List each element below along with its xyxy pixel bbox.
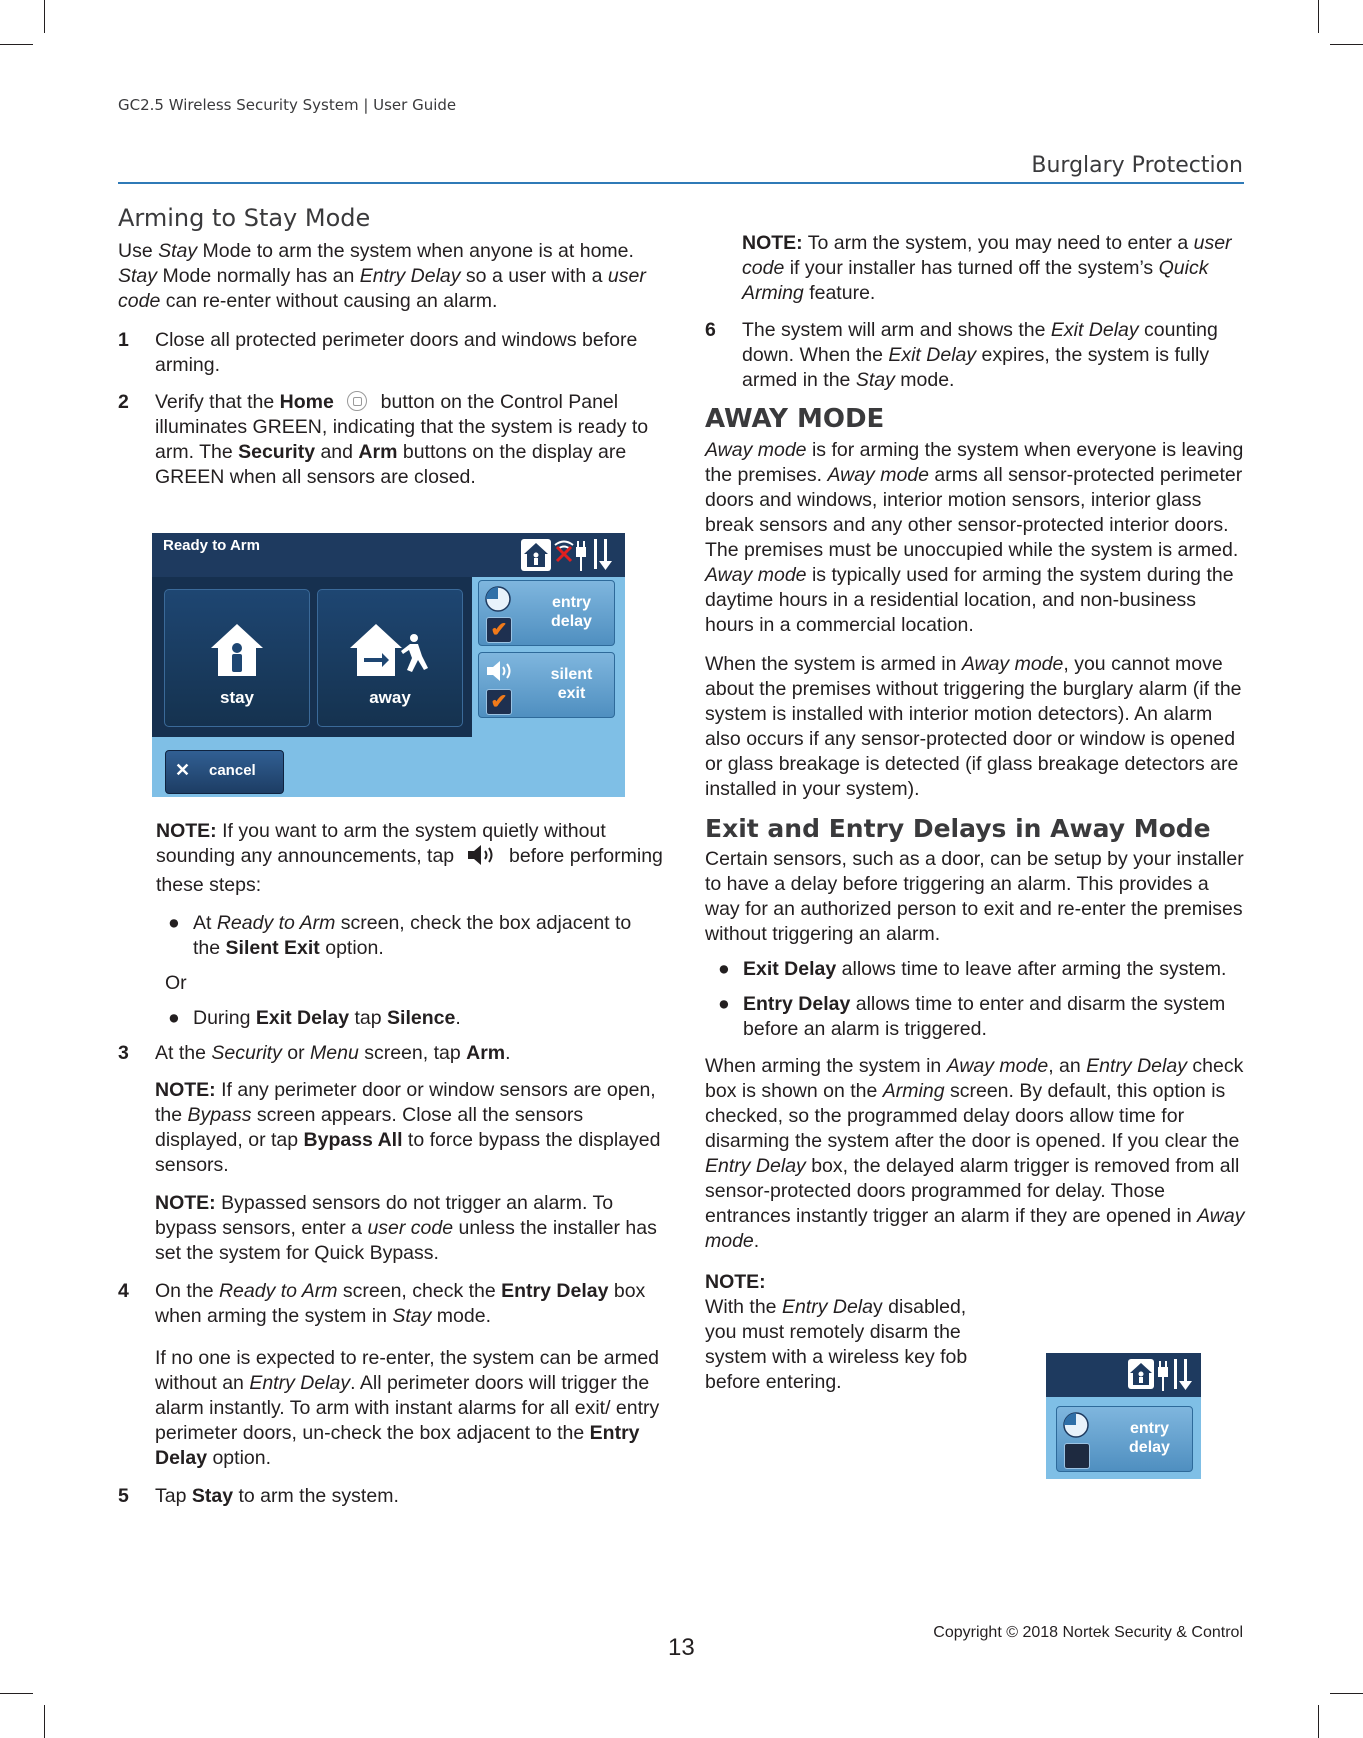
away-paragraph-1: Away mode is for arming the system when everyone is leaving the premises. Away mode arms all sensor-protected perimeter doors and windows, interior motion sensors, interior glass break sensors and any other sensor-protected interior doors. The premises must be unoccupied while the system is armed. Away mode is typically used for arming the system during the daytime hours in a residential location, and non-business hours in a commercial location.	[705, 439, 1244, 636]
crop-mark	[1318, 1705, 1319, 1738]
exit-entry-heading: Exit and Entry Delays in Away Mode	[705, 814, 1211, 843]
speaker-icon	[466, 844, 498, 873]
entry-delay-option[interactable]	[1056, 1406, 1193, 1472]
copyright: Copyright © 2018 Nortek Security & Control	[933, 1624, 1243, 1641]
speaker-icon	[485, 659, 515, 683]
stay-button[interactable]	[164, 589, 310, 727]
note-silent: NOTE: If you want to arm the system quietly without sounding any announcements, tap before performing these steps:	[156, 820, 663, 896]
bullet-entry-delay-away: ● Entry Delay allows time to enter and disarm the system before an alarm is triggered.	[718, 993, 1226, 1040]
crop-mark	[1330, 1693, 1363, 1694]
clock-icon	[485, 586, 511, 612]
crop-mark	[44, 0, 45, 33]
note-quick-arming: NOTE: To arm the system, you may need to enter a user code if your installer has turned off the system’s Quick Arming feature.	[742, 232, 1232, 304]
left-column-lower	[118, 819, 663, 1521]
exit-entry-paragraph: Certain sensors, such as a door, can be setup by your installer to have a delay before triggering an alarm. This provides a way for an authorized person to exit and re-enter the premises without triggering an alarm.	[705, 848, 1244, 945]
crop-mark	[1318, 0, 1319, 33]
status-icons	[1126, 1353, 1196, 1397]
note-entry-disabled: NOTE: With the Entry Delay disabled, you must remotely disarm the system with a wireless key fob before entering.	[705, 1271, 968, 1393]
screen-title: Ready to Arm	[163, 537, 260, 554]
silent-exit-label: silent exit	[550, 666, 593, 702]
entry-delay-label: entry delay	[551, 594, 592, 630]
crop-mark	[0, 44, 33, 45]
away-mode-heading: AWAY MODE	[705, 404, 885, 434]
step-5: 5 Tap Stay to arm the system.	[118, 1485, 399, 1507]
section-heading: Arming to Stay Mode	[118, 204, 371, 232]
left-column	[118, 206, 658, 502]
running-title: GC2.5 Wireless Security System | User Guide	[118, 96, 457, 114]
away-label: away	[369, 688, 411, 707]
ready-to-arm-screen	[152, 533, 625, 797]
away-paragraph-2: When the system is armed in Away mode, you cannot move about the premises without triggering the burglary alarm (if the system is installed with interior motion detectors). An alarm also occurs if any sensor-protected door or window is opened or glass breakage is detected (if glass breakage detectors are installed in your system).	[705, 653, 1242, 800]
crop-mark	[1330, 44, 1363, 45]
entry-delay-paragraph: When arming the system in Away mode, an Entry Delay check box is shown on the Arming screen. By default, this option is checked, so the programmed delay doors allow time for disarming the system after the door is opened. If you clear the Entry Delay box, the delayed alarm trigger is removed from all sensor-protected doors programmed for delay. Those entrances instantly trigger an alarm if they are opened in Away mode.	[705, 1055, 1245, 1252]
note-bypass: NOTE: If any perimeter door or window sensors are open, the Bypass screen appears. Close all the sensors displayed, or tap Bypass All to force bypass the displayed sensors.	[155, 1079, 661, 1176]
crop-mark	[0, 1693, 33, 1694]
or-text: Or	[165, 972, 187, 994]
step-3: 3 At the Security or Menu screen, tap Arm.	[118, 1042, 511, 1064]
silent-exit-option[interactable]	[478, 652, 615, 718]
bullet-exit-delay: ● During Exit Delay tap Silence.	[168, 1007, 461, 1029]
home-button-icon	[347, 391, 367, 411]
step-4: 4 On the Ready to Arm screen, check the Entry Delay box when arming the system in Stay mode.	[118, 1280, 646, 1327]
away-button[interactable]	[317, 589, 463, 727]
house-person-icon	[209, 622, 265, 678]
step-1: 1 Close all protected perimeter doors and windows before arming.	[118, 329, 638, 376]
stay-label: stay	[219, 688, 255, 707]
house-exit-icon	[348, 622, 428, 678]
page-number: 13	[668, 1634, 695, 1661]
step-6: 6 The system will arm and shows the Exit Delay counting down. When the Exit Delay expires, the system is fully armed in the Stay mode.	[705, 319, 1218, 391]
clock-icon	[1063, 1412, 1089, 1438]
screen-status-bar	[1046, 1353, 1201, 1397]
status-icons	[519, 533, 625, 577]
bullet-exit-delay-away: ● Exit Delay allows time to leave after arming the system.	[718, 958, 1227, 980]
section-title: Burglary Protection	[1031, 153, 1243, 178]
close-icon: ✕	[175, 760, 191, 780]
header-rule	[118, 182, 1244, 184]
screen-status-bar	[152, 533, 625, 577]
bullet-silent-exit: ● At Ready to Arm screen, check the box adjacent to the Silent Exit option.	[168, 912, 632, 959]
cancel-button[interactable]	[165, 750, 284, 794]
intro-paragraph: Use Stay Mode to arm the system when anyone is at home. Stay Mode normally has an Entry Delay so a user with a user code can re-enter without causing an alarm.	[118, 240, 646, 312]
crop-mark	[44, 1705, 45, 1738]
right-column	[705, 231, 1245, 1395]
entry-delay-checkbox[interactable]	[1064, 1443, 1090, 1469]
entry-delay-checkbox[interactable]: ✔	[486, 617, 512, 643]
entry-delay-option[interactable]	[478, 580, 615, 646]
entry-delay-screen	[1046, 1353, 1201, 1479]
entry-delay-label: entry delay	[1129, 1420, 1170, 1456]
note-bypassed: NOTE: Bypassed sensors do not trigger an alarm. To bypass sensors, enter a user code unless the installer has set the system for Quick Bypass.	[155, 1192, 657, 1264]
step-2: 2 Verify that the Home button on the Control Panel illuminates GREEN, indicating that the system is ready to arm. The Security and Arm buttons on the display are GREEN when all sensors are closed.	[118, 391, 649, 488]
silent-exit-checkbox[interactable]: ✔	[486, 689, 512, 715]
cancel-label: cancel	[209, 762, 256, 779]
step-4-detail: If no one is expected to re-enter, the system can be armed without an Entry Delay. All perimeter doors will trigger the alarm instantly. To arm with instant alarms for all exit/ entry perimeter doors, un-check the box adjacent to the Entry Delay option.	[155, 1347, 660, 1469]
